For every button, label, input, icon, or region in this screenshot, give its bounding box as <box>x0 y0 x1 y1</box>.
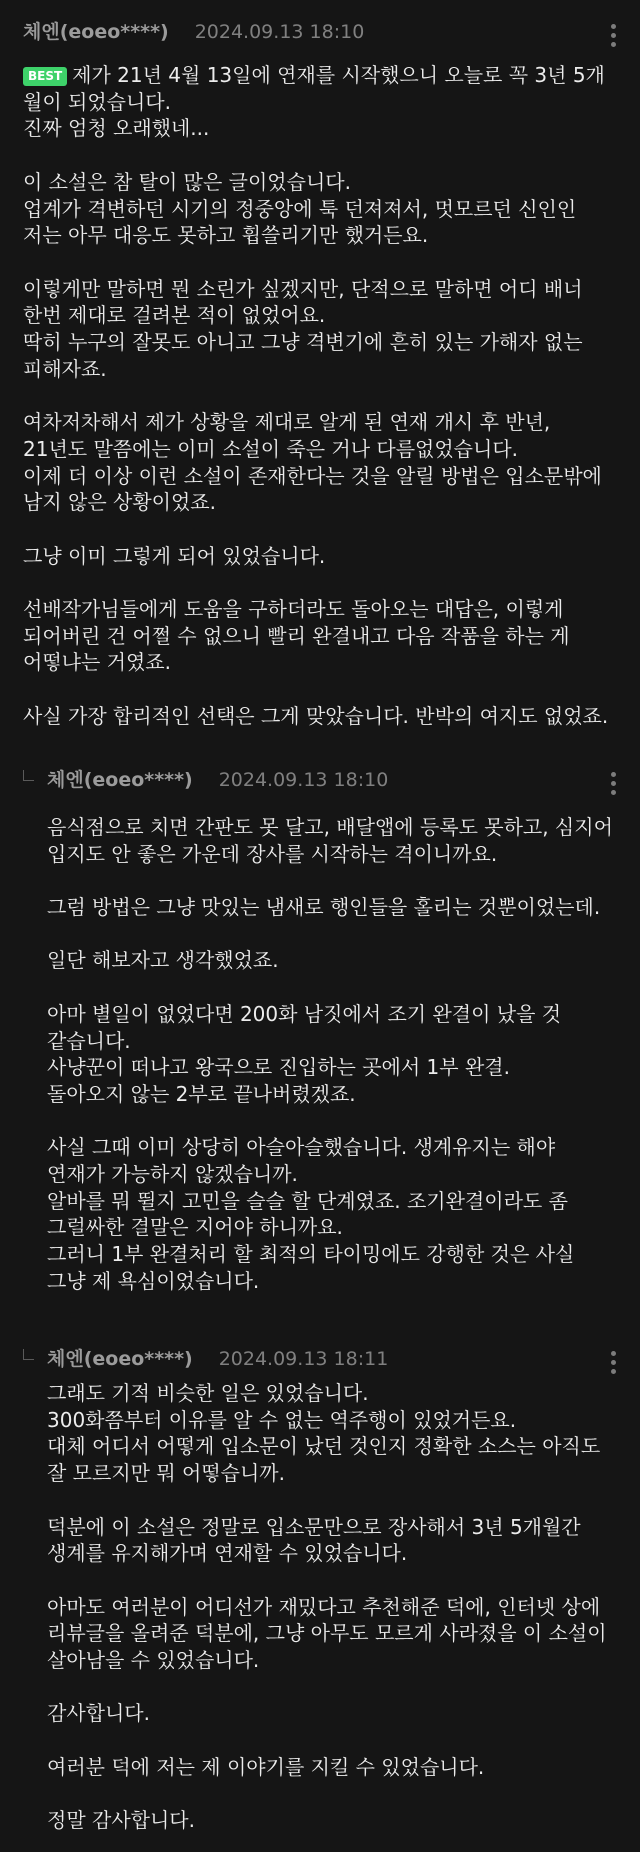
comment-text: 일단 해보자고 생각했었죠. <box>47 948 279 973</box>
comment-text-line <box>23 463 640 490</box>
comment-text: 대체 어디서 어떻게 입소문이 났던 것인지 정확한 소스는 아직도 <box>47 1434 601 1459</box>
comment-text-line <box>47 1081 640 1108</box>
comment-text-line <box>23 276 640 303</box>
comment-text: 이제 더 이상 이런 소설이 존재한다는 것을 알릴 방법은 입소문밖에 <box>23 463 602 488</box>
comment-text-line <box>23 196 640 223</box>
comment-text: 어떻냐는 거였죠. <box>23 650 171 675</box>
comment-text-line <box>23 489 640 516</box>
comment-text: 리뷰글을 올려준 덕분에, 그냥 아무도 모르게 사라졌을 이 소설이 <box>47 1621 607 1646</box>
blank-line <box>23 516 640 543</box>
blank-line <box>23 249 640 276</box>
reply-arrow-icon <box>23 770 34 781</box>
comment-body <box>0 62 640 729</box>
comment-body <box>0 1380 640 1834</box>
comment-text-line <box>47 1620 640 1647</box>
comment-text-line <box>23 596 640 623</box>
comment-text: 진짜 엄청 오래했네... <box>23 116 210 141</box>
comment-text: 그럴싸한 결말은 지어야 하니까요. <box>47 1215 343 1240</box>
comment-text-line <box>23 115 640 142</box>
comment-2-reply <box>0 762 640 1295</box>
comment-text-line <box>47 1700 640 1727</box>
comment-author[interactable]: 체엔(eoeo****) <box>23 21 169 43</box>
comment-text-line <box>23 62 640 89</box>
comment-text-line <box>47 1134 640 1161</box>
comment-text-line <box>47 1407 640 1434</box>
comment-header <box>0 1341 640 1377</box>
best-badge: BEST <box>23 67 67 86</box>
comment-date: 2024.09.13 18:11 <box>218 1348 389 1370</box>
comment-text: 업계가 격변하던 시기의 정중앙에 툭 던져져서, 멋모르던 신인인 <box>23 196 577 221</box>
comment-text: 감사합니다. <box>47 1701 150 1726</box>
comment-text-line <box>47 814 640 841</box>
comment-text: 아마 별일이 없었다면 200화 남짓에서 조기 완결이 났을 것 <box>47 1001 562 1026</box>
comment-text: 음식점으로 치면 간판도 못 달고, 배달앱에 등록도 못하고, 심지어 <box>47 815 613 839</box>
comment-text-line <box>23 409 640 436</box>
comment-text: 사냥꾼이 떠나고 왕국으로 진입하는 곳에서 1부 완결. <box>47 1055 510 1080</box>
comment-text: 알바를 뭐 뛸지 고민을 슬슬 할 단계였죠. 조기완결이라도 좀 <box>47 1188 568 1213</box>
comment-text-line <box>47 1214 640 1241</box>
comment-header <box>0 14 640 50</box>
blank-line <box>47 1487 640 1514</box>
comment-text-line <box>23 222 640 249</box>
comment-text: 그러니 1부 완결처리 할 최적의 타이밍에도 강행한 것은 사실 <box>47 1242 575 1267</box>
more-options-icon[interactable] <box>610 1351 616 1374</box>
comment-3-reply <box>0 1341 640 1834</box>
comment-date: 2024.09.13 18:10 <box>194 21 365 43</box>
comment-text: 저는 아무 대응도 못하고 휩쓸리기만 했거든요. <box>23 223 429 248</box>
comment-text-line <box>47 1161 640 1188</box>
comment-text-line <box>23 436 640 463</box>
comment-1 <box>0 14 640 729</box>
comment-text-line <box>23 302 640 329</box>
comment-text: 같습니다. <box>47 1028 131 1053</box>
comment-text: 한번 제대로 걸려본 적이 없었어요. <box>23 303 326 328</box>
blank-line <box>47 1567 640 1594</box>
blank-line <box>47 974 640 1001</box>
blank-line <box>23 569 640 596</box>
comment-text: 되어버린 건 어쩔 수 없으니 빨리 완결내고 다음 작품을 하는 게 <box>23 623 570 648</box>
comment-text-line <box>47 1594 640 1621</box>
comment-text-line <box>47 1460 640 1487</box>
comment-text-line <box>47 1268 640 1295</box>
comment-text-line <box>23 543 640 570</box>
comment-text: 이 소설은 참 탈이 많은 글이었습니다. <box>23 169 351 194</box>
comment-date: 2024.09.13 18:10 <box>218 769 389 791</box>
comment-text: 선배작가님들에게 도움을 구하더라도 돌아오는 대답은, 이렇게 <box>23 596 564 621</box>
comment-text: 남지 않은 상황이었죠. <box>23 490 216 515</box>
more-options-icon[interactable] <box>610 24 616 47</box>
comment-text-line <box>47 894 640 921</box>
blank-line <box>47 1108 640 1135</box>
comment-text: 연재가 가능하지 않겠습니까. <box>47 1162 298 1187</box>
comment-body <box>0 814 640 1295</box>
comment-text-line <box>47 1054 640 1081</box>
comment-text: 월이 되었습니다. <box>23 89 171 114</box>
comment-text: 딱히 누구의 잘못도 아니고 그냥 격변기에 흔히 있는 가해자 없는 <box>23 330 583 354</box>
reply-arrow-icon <box>23 1349 34 1360</box>
comment-text-line <box>47 1540 640 1567</box>
blank-line <box>47 921 640 948</box>
comment-text-line <box>47 1001 640 1028</box>
comment-text: 300화쯤부터 이유를 알 수 없는 역주행이 있었거든요. <box>47 1407 517 1432</box>
comment-text: 피해자죠. <box>23 356 107 381</box>
comment-header <box>0 762 640 798</box>
comment-text: 덕분에 이 소설은 정말로 입소문만으로 장사해서 3년 5개월간 <box>47 1514 581 1539</box>
comment-text: 사실 그때 이미 상당히 아슬아슬했습니다. 생계유지는 해야 <box>47 1135 556 1160</box>
comment-text: 제가 21년 4월 13일에 연재를 시작했으니 오늘로 꼭 3년 5개 <box>72 63 605 87</box>
blank-line <box>47 1727 640 1754</box>
blank-line <box>23 382 640 409</box>
comment-text: 잘 모르지만 뭐 어떻습니까. <box>47 1461 285 1486</box>
comment-text: 그냥 이미 그렇게 되어 있었습니다. <box>23 543 326 568</box>
comment-text: 21년도 말쯤에는 이미 소설이 죽은 거나 다름없었습니다. <box>23 436 518 461</box>
comment-author[interactable]: 체엔(eoeo****) <box>47 1348 193 1370</box>
comment-text: 아마도 여러분이 어디선가 재밌다고 추천해준 덕에, 인터넷 상에 <box>47 1594 601 1619</box>
comment-text: 입지도 안 좋은 가운데 장사를 시작하는 격이니까요. <box>47 841 498 866</box>
comment-text-line <box>23 329 640 356</box>
comment-text-line <box>47 1433 640 1460</box>
comment-text: 살아남을 수 있었습니다. <box>47 1648 260 1672</box>
blank-line <box>47 1780 640 1807</box>
comment-text: 이렇게만 말하면 뭔 소린가 싶겠지만, 단적으로 말하면 어디 배너 <box>23 276 583 301</box>
comment-text-line <box>47 1754 640 1781</box>
comment-text: 사실 가장 합리적인 선택은 그게 맞았습니다. 반박의 여지도 없었죠. <box>23 703 609 728</box>
comment-text-line <box>23 89 640 116</box>
blank-line <box>23 676 640 703</box>
comment-text-line <box>47 1514 640 1541</box>
comment-text-line <box>47 1647 640 1674</box>
comment-author[interactable]: 체엔(eoeo****) <box>47 769 193 791</box>
comment-text-line <box>23 703 640 730</box>
comment-text-line <box>47 1380 640 1407</box>
comment-text-line <box>47 1028 640 1055</box>
comment-text: 여차저차해서 제가 상황을 제대로 알게 된 연재 개시 후 반년, <box>23 410 551 435</box>
comment-text: 정말 감사합니다. <box>47 1808 195 1833</box>
blank-line <box>47 1674 640 1701</box>
comment-text: 생계를 유지해가며 연재할 수 있었습니다. <box>47 1541 408 1566</box>
comment-text: 돌아오지 않는 2부로 끝나버렸겠죠. <box>47 1081 356 1106</box>
more-options-icon[interactable] <box>610 772 616 795</box>
comment-text: 그럼 방법은 그냥 맛있는 냄새로 행인들을 홀리는 것뿐이었는데. <box>47 895 601 920</box>
comment-text: 그냥 제 욕심이었습니다. <box>47 1268 260 1293</box>
blank-line <box>23 142 640 169</box>
comment-text-line <box>23 169 640 196</box>
comment-text: 여러분 덕에 저는 제 이야기를 지킬 수 있었습니다. <box>47 1754 485 1779</box>
comment-text-line <box>23 623 640 650</box>
blank-line <box>47 867 640 894</box>
comment-text-line <box>47 1807 640 1834</box>
comment-text-line <box>47 1188 640 1215</box>
comment-text-line <box>47 1241 640 1268</box>
comment-text-line <box>47 841 640 868</box>
comment-text-line <box>47 947 640 974</box>
comment-text: 그래도 기적 비슷한 일은 있었습니다. <box>47 1381 369 1405</box>
comment-text-line <box>23 649 640 676</box>
comment-text-line <box>23 356 640 383</box>
